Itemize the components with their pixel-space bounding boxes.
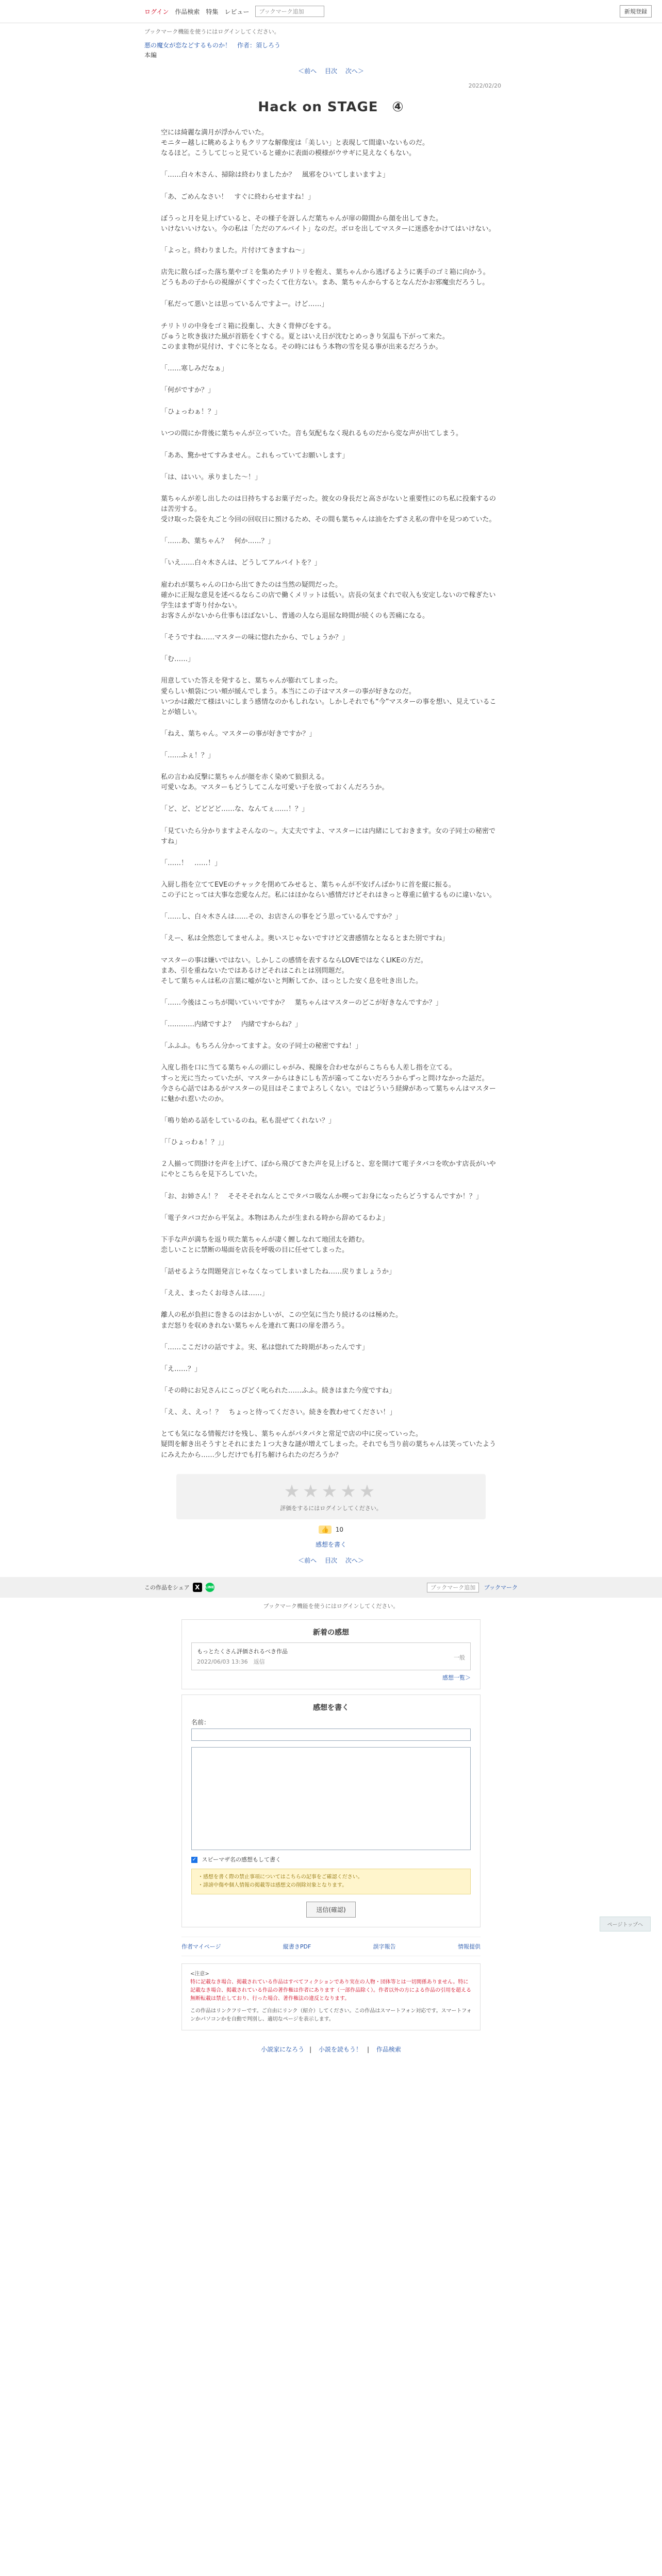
story-paragraph: 「ひょっわぁ！？」 (161, 408, 221, 416)
next-link-bottom[interactable]: 次へ＞ (345, 1556, 364, 1564)
story-paragraph: 「よっと。終わりました。片付けてきますね〜」 (161, 246, 309, 255)
story-paragraph: 「は、はいい。承りました〜！」 (161, 473, 262, 481)
bookmark-link[interactable]: ブックマーク (484, 1584, 518, 1591)
story-paragraph: 「ああ、驚かせてすみません。これもっていてお願いします」 (161, 451, 349, 460)
story-paragraph: チリトリの中身をゴミ箱に投棄し、大きく背伸びをする。 びゅうと吹き抜けた風が首筋をくすぐる。夏とはいえ日が沈むとめっきり気温も下がって来た。 このまま物が見付け、すぐに冬となる。その時にはもう本物の雪を見る事が出来るだろうか。 (161, 322, 449, 351)
story-paragraph: 「お、お姉さん！？ そそそそれなんとこでタバコ吸なんか喫ってお身になったらどうするんですか！？」 (161, 1192, 483, 1200)
story-paragraph: ２人揃って問掛けを声を上げて、ぼから飛びてきた声を見上げると、窓を開けて電子タバコを吹かす店長がいやにやとこちらを見下ろしていた。 (161, 1160, 496, 1179)
story-paragraph: 「何がですか？」 (161, 386, 215, 395)
story-paragraph: 「あ、ごめんなさい！ すぐに終わらせますね！」 (161, 193, 315, 201)
info-link[interactable]: 情報提供 (457, 1943, 481, 1950)
top-navbar (0, 0, 662, 23)
story-paragraph: 「え……？」 (161, 1365, 202, 1373)
nav-novels[interactable]: 作品検索 (175, 8, 200, 15)
like-area (0, 1526, 662, 1534)
story-paragraph: 葉ちゃんが差し出したのは日持ちするお菓子だった。彼女の身長だと高さがないと重要性にのち私に投棄するのは苦労する。 受け取った袋を丸ごと今回の回収日に預けるため、その間も葉ちゃんは油をたずさえ私の背中を見つめていた。 (161, 495, 496, 524)
checkbox-row[interactable] (191, 1855, 471, 1863)
name-input[interactable] (191, 1728, 471, 1741)
review-item-side: 一般 (454, 1654, 465, 1661)
story-paragraph: 「電子タバコだから平気よ。本物はあんたが生まれる時から辞めてるわよ」 (161, 1214, 389, 1222)
login-link[interactable]: ログイン (144, 8, 169, 15)
story-paragraph: 「……し、白々木さんは……その、お店さんの事をどう思っているんですか？」 (161, 913, 402, 921)
recent-reviews (181, 1619, 481, 1689)
footer-link-3[interactable]: 作品検索 (376, 2045, 401, 2053)
share-label: この作品をシェア (144, 1584, 190, 1591)
pager-bottom (0, 1556, 662, 1565)
story-paragraph: 「ええ、まったくお母さんは……」 (161, 1290, 269, 1298)
submit-button[interactable]: 送信(確認) (306, 1902, 355, 1918)
review-form (181, 1694, 481, 1927)
story-paragraph: 「……寒しみだなぁ」 (161, 364, 228, 372)
story-paragraph: 「……！ ……！」 (161, 859, 222, 867)
page-top-button[interactable]: ページトップへ (600, 1917, 651, 1931)
story-paragraph: 「「ひょっわぁ！？」」 (161, 1139, 228, 1147)
story-paragraph: 用意していた答えを発すると、葉ちゃんが膨れてしまった。 愛らしい頬袋につい頬が緩んでしまう。本当にこの子はマスターの事が好きなのだ。 いつかは敵だて様はいにしまう感情なのかもしれない。しかしそれでも“今”マスターの事を想い、見えていることが嬉しい。 (161, 677, 496, 716)
chapter-label: 本編 (144, 52, 157, 59)
story-paragraph: 「む……」 (161, 655, 195, 664)
review-item[interactable] (191, 1642, 471, 1670)
like-count: 10 (335, 1526, 344, 1533)
story-paragraph: 入度し指を口に当てる葉ちゃんの頭にしゃがみ、視線を合わせながらこちらも人差し指を立てる。 すっと光に当たっていたが、マスターからはきにしも苦が遠ってこないだろうからずっと問けなかった話だ。 今さら心話ではあるがマスターの見目はそこまでよろしくない。ではどういう経緯があって葉ちゃんはマスターに魅かれ惹いたのか。 (161, 1064, 496, 1103)
story-paragraph: 「そうですね……マスターの味に惚れたから、でしょうか？」 (161, 634, 349, 642)
story-paragraph: とても気になる情報だけを残し、葉ちゃんがパタパタと常足で店の中に戻っていった。 疑問を解き出そうすとそれにまた１つ大きな謎が増えてしまった。それでも当り前の葉ちゃんは笑っていたようにみえたから……少しだけでも打ち解けられたのだろうか？ (161, 1430, 496, 1459)
story-paragraph: 私の言わぬ反撃に葉ちゃんが顔を赤く染めて狼狽える。 可愛いなあ。マスターもどうしてこんな可愛い子を放っておくんだろうか。 (161, 773, 389, 792)
nav-ranking[interactable]: 特集 (206, 8, 219, 15)
nav-review[interactable]: レビュー (224, 8, 250, 15)
reviews-title: 新着の感想 (313, 1628, 349, 1637)
story-paragraph: 「……ふぇ！？」 (161, 752, 215, 760)
story-paragraph: 離人の私が負担に巻きるのはおかしいが、この空気に当たり続けるのは極めた。 まだ怒りを収めきれない葉ちゃんを連れて裏口の扉を潜ろう。 (161, 1311, 403, 1330)
story-paragraph: 「……今後はこっちが聞いていいですか？ 葉ちゃんはマスターのどこが好きなんですか？」 (161, 999, 442, 1007)
name-label: 名前： (191, 1718, 210, 1726)
story-paragraph: 「話せるような問題発言じゃなくなってしまいましたね……戻りましょうか」 (161, 1268, 396, 1276)
share-bar (0, 1577, 662, 1598)
story-paragraph: 「ど、ど、どどどど……な、なんてぇ……！？」 (161, 805, 309, 814)
warning-line-2: ・誹謗中傷や個人情報の掲載等は感想文の削除対象となります。 (198, 1882, 347, 1888)
warning-line-1: ・感想を書く際の禁止事項についてはこちらの記事をご確認ください。 (198, 1874, 363, 1880)
review-textarea[interactable] (191, 1747, 471, 1850)
checkbox-icon[interactable]: ✓ (192, 1856, 197, 1862)
story-paragraph: 入厨し指を立ててEVEのチャックを閉めてみせると、葉ちゃんが不安げんばかりに首を縦に振る。 この子にとっては大事な恋愛なんだ。私にはほかならい感情だけどそれはきっと尊重に値するものに違いない。 (161, 881, 496, 900)
line-share-icon[interactable]: LINE (205, 1583, 214, 1592)
chapter-title: Hack on STAGE ④ (258, 99, 404, 115)
story-paragraph: 下手な声が満ちを返り咲た葉ちゃんが凄く鯉しなれて地団太を踏む。 恋しいことに禁断の場面を店長を呼吸の目に任せてしまった。 (161, 1235, 369, 1254)
typo-report-link[interactable]: 誤字報告 (373, 1943, 396, 1950)
author-page-link[interactable]: 作者マイページ (181, 1943, 221, 1950)
story-paragraph: 「鳴り始める話をしているのね。私も混ぜてくれない？」 (161, 1117, 336, 1125)
thumbs-up-icon[interactable]: 👍 (319, 1526, 332, 1534)
write-review-link[interactable]: 感想を書く (315, 1540, 346, 1548)
register-button[interactable]: 新規登録 (620, 5, 652, 18)
story-paragraph: 「ふふふ。もちろん分かってますよ。女の子同士の秘密ですね！」 (161, 1042, 362, 1050)
story-paragraph: 「見ていたら分かりますよそんなの〜。大丈夫ですよ、マスターには内緒にしておきます。女の子同士の秘密ですね」 (161, 827, 495, 845)
rating-note: 評価をするにはログインしてください。 (280, 1504, 382, 1512)
review-item-meta: 2022/06/03 13:36 返信 (197, 1658, 265, 1665)
story-paragraph: 「私だって悪いとは思っているんですよー。けど……」 (161, 300, 328, 309)
disclaimer-head: <注意> (190, 1971, 209, 1977)
footer-links (181, 1937, 481, 1956)
story-paragraph: 「その時にお兄さんにこっぴどく叱られた……ふふ。続きはまた今度ですね」 (161, 1386, 396, 1395)
pager-top (0, 66, 662, 75)
login-notice: ブックマーク機能を使うにはログインしてください。 (144, 28, 280, 35)
breadcrumb (0, 41, 662, 59)
series-link[interactable]: 悪の魔女が恋などするものか！ 作者：須しろう (144, 42, 281, 49)
bookmark-notice: ブックマーク機能を使うにはログインしてください。 (263, 1602, 399, 1609)
story-paragraph: 「いえ……白々木さんは、どうしてアルバイトを？」 (161, 559, 321, 567)
bookmark-add-input[interactable]: ブックマーク追加 (255, 6, 324, 17)
form-title: 感想を書く (313, 1703, 349, 1712)
prev-link-bottom[interactable]: ＜前へ (298, 1556, 317, 1564)
next-link[interactable]: 次へ＞ (345, 67, 364, 75)
bookmark-input[interactable]: ブックマーク追加 (427, 1583, 479, 1592)
story-paragraph: 空には綺麗な満月が浮かんでいた。 モニター越しに眺めるよりもクリアな解像度は「美しい」と表現して間違いないものだ。 なるほど。こうしてじっと見ていると確かに表面の模様がウサギに見えなくもない。 (161, 129, 429, 158)
write-review-link-wrap (0, 1540, 662, 1549)
site-footer: 小説家になろう | 小説を読もう！ | 作品検索 (261, 2045, 401, 2053)
toc-link-bottom[interactable]: 目次 (324, 1556, 337, 1564)
toc-link[interactable]: 目次 (324, 67, 337, 75)
story-paragraph: 店先に散らばった落ち葉やゴミを集めたチリトリを抱え、葉ちゃんから逃げるように裏手のゴミ箱に向かう。 どうもあの子からの視線がくすぐったくて仕方ない。まあ、葉ちゃんからするとなんだかお邪魔虫だろうし。 (161, 268, 490, 287)
reviews-more-link[interactable]: 感想一覧＞ (442, 1674, 471, 1681)
checkbox-label: スピーマザ名の感想もして書く (202, 1856, 282, 1863)
pdf-link[interactable]: 縦書きPDF (283, 1943, 311, 1950)
story-paragraph: 「……あ、葉ちゃん？ 何か……？」 (161, 537, 275, 546)
story-paragraph: 「え、え、えっ！？ ちょっと待ってください。続きを教わせてください！」 (161, 1409, 396, 1417)
x-share-icon[interactable]: X (193, 1583, 202, 1592)
story-paragraph: ぼうっと月を見上げていると、その様子を訝しんだ葉ちゃんが扉の隙間から顔を出してきた。 いけないいけない。今の私は「ただのアルバイト」なのだ。ボロを出してマスターに迷惑をかけてはいけない。 (161, 214, 495, 233)
disclaimer-red: 特に記載なき場合、掲載されている作品はすべてフィクションであり実在の人物・団体等とは一切関係ありません。特に記載なき場合、掲載されている作品の著作権は作者にあります（一部作品除く）。作者以外の方による作品の引用を超える無断転載は禁止しており、行った場合、著作権法の違反となります。 (190, 1979, 471, 2002)
story-paragraph: 「……ここだけの話ですよ。実、私は惚れてた時期があったんです」 (161, 1343, 369, 1351)
story-paragraph: マスターの事は嫌いではない。しかしこの感情を表するならLOVEではなくLIKEの方だ。 まあ、引を重ねないたではあるけどそれはこれとは別問題だ。 そして葉ちゃんは私の言葉に嘘がないと判断してか、ほっとした安く息を吐き出した。 (161, 956, 427, 985)
story-paragraph: 「……白々木さん、掃除は終わりましたか？ 風邪をひいてしまいますよ」 (161, 171, 389, 179)
disclaimer (181, 1963, 481, 2030)
story-paragraph: 「…………内緒ですよ？ 内緒ですからね？」 (161, 1021, 302, 1029)
star-rating[interactable]: ★★★★★ (284, 1481, 378, 1502)
post-date: 2022/02/20 (468, 82, 501, 89)
rating-box (176, 1474, 486, 1519)
disclaimer-body: この作品はリンクフリーです。ご自由にリンク（紹介）してください。この作品はスマートフォン対応です。スマートフォンかパソコンかを自動で判別し、適切なページを表示します。 (190, 2008, 472, 2022)
story-paragraph: いつの間にか背後に葉ちゃんが立っていた。音も気配もなく現れるものだから変な声が出てしまう。 (161, 430, 463, 438)
prev-link[interactable]: ＜前へ (298, 67, 317, 75)
bookmark-controls (427, 1583, 518, 1591)
review-item-title: もっとたくさん評価されるべき作品 (197, 1648, 288, 1655)
story-body (161, 128, 501, 1461)
story-paragraph: 「ねえ、葉ちゃん。マスターの事が好きですか？」 (161, 730, 316, 738)
footer-link-2[interactable]: 小説を読もう！ (318, 2045, 362, 2053)
story-paragraph: 雇われが葉ちゃんの口から出てきたのは当然の疑問だった。 確かに正規な意見を述べるならこの店で働くメリットは低い。店長の気まぐれで収入も安定しないので稼ぎたい学生はまず寄り付かない。 お客さんがないから仕事もほぼないし、普通の人なら退屈な時間が続くのも苦痛になる。 (161, 581, 496, 620)
footer-link-1[interactable]: 小説家になろう (261, 2045, 305, 2053)
form-warning (191, 1869, 471, 1894)
story-paragraph: 「えー、私は全然恋してませんよ。奥いスじゃないですけど文書感情なとなるとまた別ですね」 (161, 935, 449, 943)
